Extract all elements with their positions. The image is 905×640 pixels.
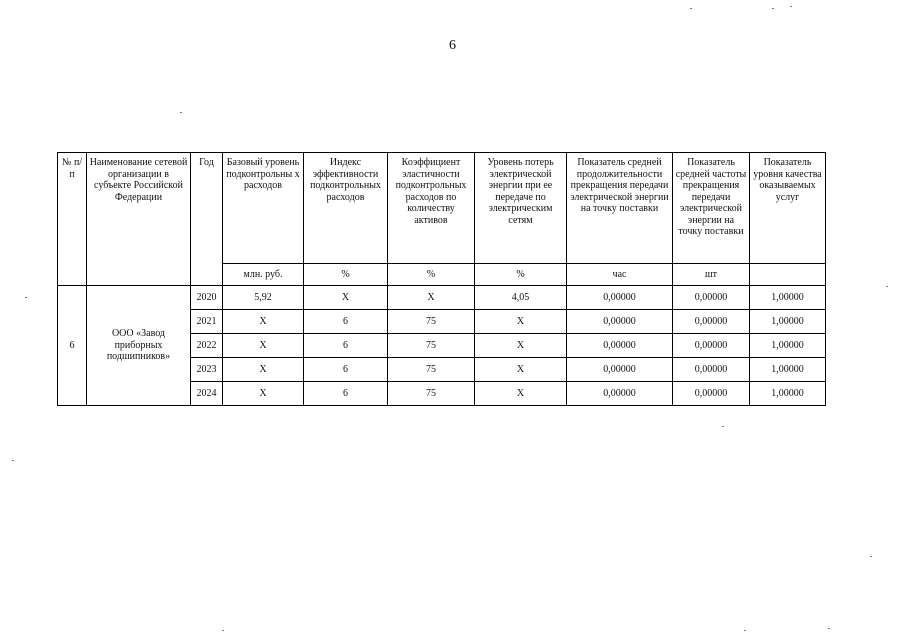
unit-cell: % <box>304 264 388 286</box>
data-cell: X <box>475 382 567 406</box>
scan-speck <box>828 628 830 629</box>
scan-speck <box>222 630 224 631</box>
data-cell: 75 <box>388 334 475 358</box>
data-cell: 6 <box>304 310 388 334</box>
data-cell: X <box>223 358 304 382</box>
data-cell: X <box>388 286 475 310</box>
data-cell: X <box>475 358 567 382</box>
scan-speck <box>744 630 746 631</box>
scan-speck <box>870 556 872 557</box>
unit-cell: час <box>567 264 673 286</box>
data-cell: 6 <box>304 382 388 406</box>
scan-speck <box>722 426 724 427</box>
data-cell: X <box>223 310 304 334</box>
data-cell: 75 <box>388 382 475 406</box>
header-row <box>58 153 826 264</box>
data-cell: X <box>304 286 388 310</box>
scan-speck <box>12 460 14 461</box>
scan-speck <box>790 6 792 7</box>
data-cell: 0,00000 <box>673 310 750 334</box>
data-cell: 1,00000 <box>750 382 826 406</box>
data-cell: 0,00000 <box>567 334 673 358</box>
data-cell: 0,00000 <box>673 286 750 310</box>
year-cell: 2022 <box>191 334 223 358</box>
unit-cell: % <box>475 264 567 286</box>
scan-speck <box>690 8 692 9</box>
scan-speck <box>886 286 888 287</box>
data-cell: 1,00000 <box>750 286 826 310</box>
header-cell: Индекс эффективности подконтрольных расходов <box>304 153 388 264</box>
header-cell: Уровень потерь электрической энергии при ее передаче по электрическим сетям <box>475 153 567 264</box>
organization-cell: ООО «Завод приборных подшипников» <box>87 286 191 406</box>
data-cell: 75 <box>388 310 475 334</box>
data-cell: 0,00000 <box>567 310 673 334</box>
data-cell: 1,00000 <box>750 310 826 334</box>
unit-cell: % <box>388 264 475 286</box>
data-cell: 1,00000 <box>750 334 826 358</box>
year-cell: 2020 <box>191 286 223 310</box>
header-cell: Базовый уровень подконтрольны х расходов <box>223 153 304 264</box>
header-cell: Наименование сетевой организации в субъекте Российской Федерации <box>87 153 191 286</box>
data-cell: 0,00000 <box>673 358 750 382</box>
year-cell: 2023 <box>191 358 223 382</box>
data-cell: X <box>475 334 567 358</box>
data-cell: 0,00000 <box>673 334 750 358</box>
header-cell: Показатель средней продолжительности прекращения передачи электрической энергии на точку поставки <box>567 153 673 264</box>
data-cell: 0,00000 <box>567 286 673 310</box>
unit-cell <box>750 264 826 286</box>
header-cell: Коэффициент эластичности подконтрольных расходов по количеству активов <box>388 153 475 264</box>
scan-speck <box>180 112 182 113</box>
header-cell: Год <box>191 153 223 286</box>
data-cell: 4,05 <box>475 286 567 310</box>
page-number: 6 <box>449 38 456 53</box>
unit-cell: млн. руб. <box>223 264 304 286</box>
data-cell: 1,00000 <box>750 358 826 382</box>
year-cell: 2021 <box>191 310 223 334</box>
data-cell: 5,92 <box>223 286 304 310</box>
row-number-cell: 6 <box>58 286 87 406</box>
data-cell: 6 <box>304 334 388 358</box>
data-cell: 6 <box>304 358 388 382</box>
data-cell: X <box>223 334 304 358</box>
tariff-parameters-table <box>57 152 826 406</box>
data-cell: 0,00000 <box>567 382 673 406</box>
scan-speck <box>25 297 27 298</box>
data-cell: 0,00000 <box>673 382 750 406</box>
header-cell: Показатель уровня качества оказываемых услуг <box>750 153 826 264</box>
data-cell: 0,00000 <box>567 358 673 382</box>
year-cell: 2024 <box>191 382 223 406</box>
header-cell: № п/п <box>58 153 87 286</box>
table-row <box>58 286 826 310</box>
data-cell: 75 <box>388 358 475 382</box>
scan-speck <box>772 8 774 9</box>
data-cell: X <box>223 382 304 406</box>
data-cell: X <box>475 310 567 334</box>
header-cell: Показатель средней частоты прекращения передачи электрической энергии на точку поставки <box>673 153 750 264</box>
unit-cell: шт <box>673 264 750 286</box>
